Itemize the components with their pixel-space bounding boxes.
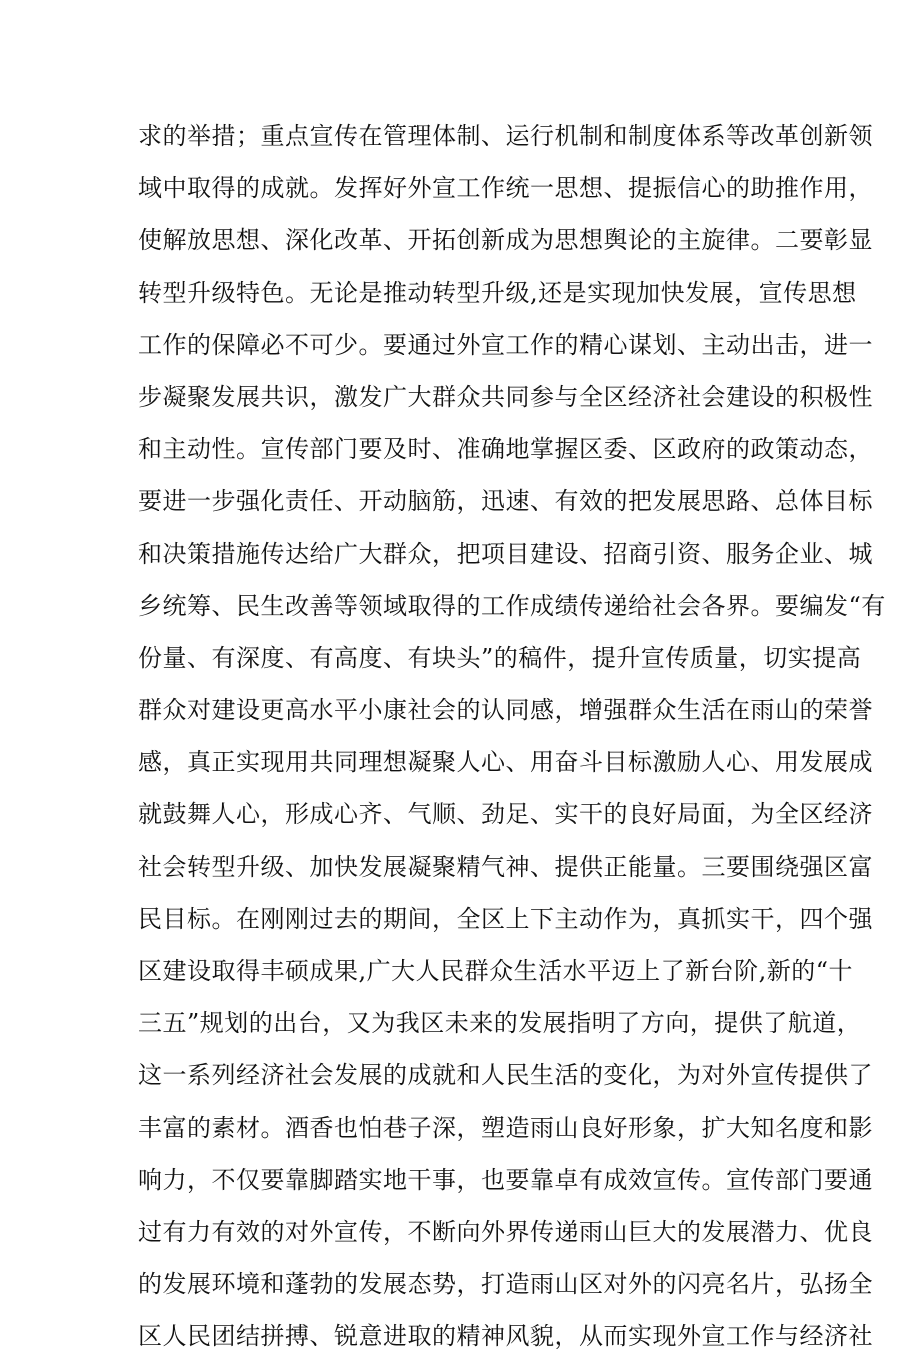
body-paragraph xyxy=(138,110,886,1363)
text-line: 乡统筹、民生改善等领域取得的工作成绩传递给社会各界。要编发“有 xyxy=(138,591,886,620)
text-line: 民目标。在刚刚过去的期间，全区上下主动作为，真抓实干，四个强 xyxy=(138,904,873,933)
text-line: 区建设取得丰硕成果,广大人民群众生活水平迈上了新台阶,新的“十 xyxy=(138,957,854,985)
text-line: 就鼓舞人心，形成心齐、气顺、劲足、实干的良好局面，为全区经济 xyxy=(138,800,873,829)
text-line: 过有力有效的对外宣传，不断向外界传递雨山巨大的发展潜力、优良 xyxy=(138,1217,873,1246)
text-line: 社会转型升级、加快发展凝聚精气神、提供正能量。三要围绕强区富 xyxy=(138,852,873,881)
text-line: 的发展环境和蓬勃的发展态势，打造雨山区对外的闪亮名片，弘扬全 xyxy=(138,1270,873,1299)
text-line: 份量、有深度、有高度、有块头”的稿件，提升宣传质量，切实提高 xyxy=(138,643,862,672)
text-line: 求的举措；重点宣传在管理体制、运行机制和制度体系等改革创新领 xyxy=(138,122,873,150)
text-line: 使解放思想、深化改革、开拓创新成为思想舆论的主旋律。二要彰显 xyxy=(138,226,873,255)
text-line: 步凝聚发展共识，激发广大群众共同参与全区经济社会建设的积极性 xyxy=(138,382,873,411)
text-line: 域中取得的成就。发挥好外宣工作统一思想、提振信心的助推作用， xyxy=(138,174,873,203)
text-line: 区人民团结拼搏、锐意进取的精神风貌，从而实现外宣工作与经济社 xyxy=(138,1322,873,1351)
text-line: 工作的保障必不可少。要通过外宣工作的精心谋划、主动出击，进一 xyxy=(138,330,873,359)
text-line: 和决策措施传达给广大群众，把项目建设、招商引资、服务企业、城 xyxy=(138,539,873,568)
text-line: 转型升级特色。无论是推动转型升级,还是实现加快发展，宣传思想 xyxy=(138,278,857,307)
text-line: 三五”规划的出台，又为我区未来的发展指明了方向，提供了航道， xyxy=(138,1009,862,1038)
text-line: 群众对建设更高水平小康社会的认同感，增强群众生活在雨山的荣誉 xyxy=(138,696,873,725)
text-line: 要进一步强化责任、开动脑筋，迅速、有效的把发展思路、总体目标 xyxy=(138,487,873,516)
text-line: 响力，不仅要靠脚踏实地干事，也要靠卓有成效宣传。宣传部门要通 xyxy=(138,1165,873,1194)
text-line: 这一系列经济社会发展的成就和人民生活的变化，为对外宣传提供了 xyxy=(138,1061,873,1090)
text-line: 感，真正实现用共同理想凝聚人心、用奋斗目标激励人心、用发展成 xyxy=(138,748,873,777)
text-line: 和主动性。宣传部门要及时、准确地掌握区委、区政府的政策动态， xyxy=(138,435,873,464)
text-line: 丰富的素材。酒香也怕巷子深，塑造雨山良好形象，扩大知名度和影 xyxy=(138,1113,873,1142)
